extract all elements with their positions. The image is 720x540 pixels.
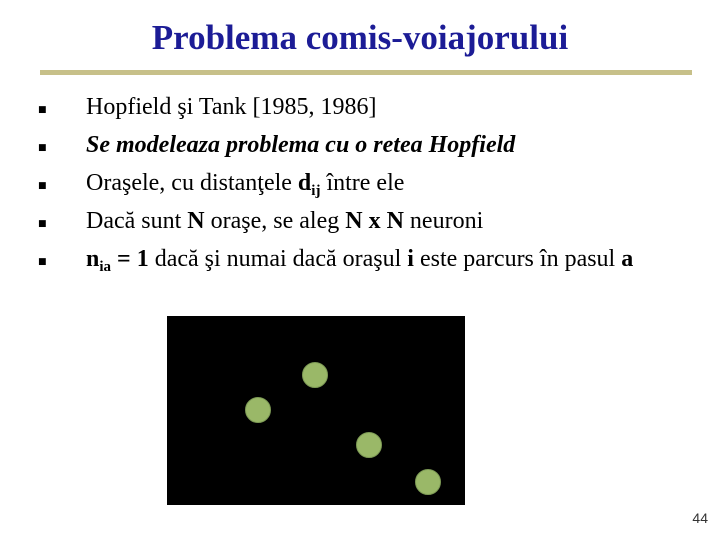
bullet-text: Se modeleaza problema cu o retea Hopfield [86, 132, 516, 158]
bullet-item [38, 202, 698, 240]
bullet-item [38, 88, 698, 126]
bullet-list [38, 88, 698, 278]
bullet-text: Hopfield şi Tank [1985, 1986] [86, 94, 377, 120]
city-dot [302, 362, 328, 388]
city-dot [245, 397, 271, 423]
page-number: 44 [692, 510, 708, 526]
bullet-text: $n_{ia} = 1$ dacă şi numai dacă oraşul i este parcurs în pasul a [86, 246, 634, 275]
bullet-item [38, 240, 698, 278]
cities-image [167, 316, 465, 505]
bullet-square-icon [38, 164, 50, 205]
bullet-text: Dacă sunt N oraşe, se aleg N x N neuroni [86, 208, 484, 234]
bullet-square-icon [38, 240, 50, 281]
city-dot [415, 469, 441, 495]
slide-title: Problema comis-voiajorului [151, 18, 569, 57]
bullet-text: Oraşele, cu distanţele $d_{ij}$ între ele [86, 170, 405, 199]
city-dot [356, 432, 382, 458]
bullet-square-icon [38, 126, 50, 167]
title-divider [40, 70, 692, 75]
bullet-item [38, 164, 698, 202]
bullet-square-icon [38, 88, 50, 129]
bullet-item [38, 126, 698, 164]
bullet-square-icon [38, 202, 50, 243]
